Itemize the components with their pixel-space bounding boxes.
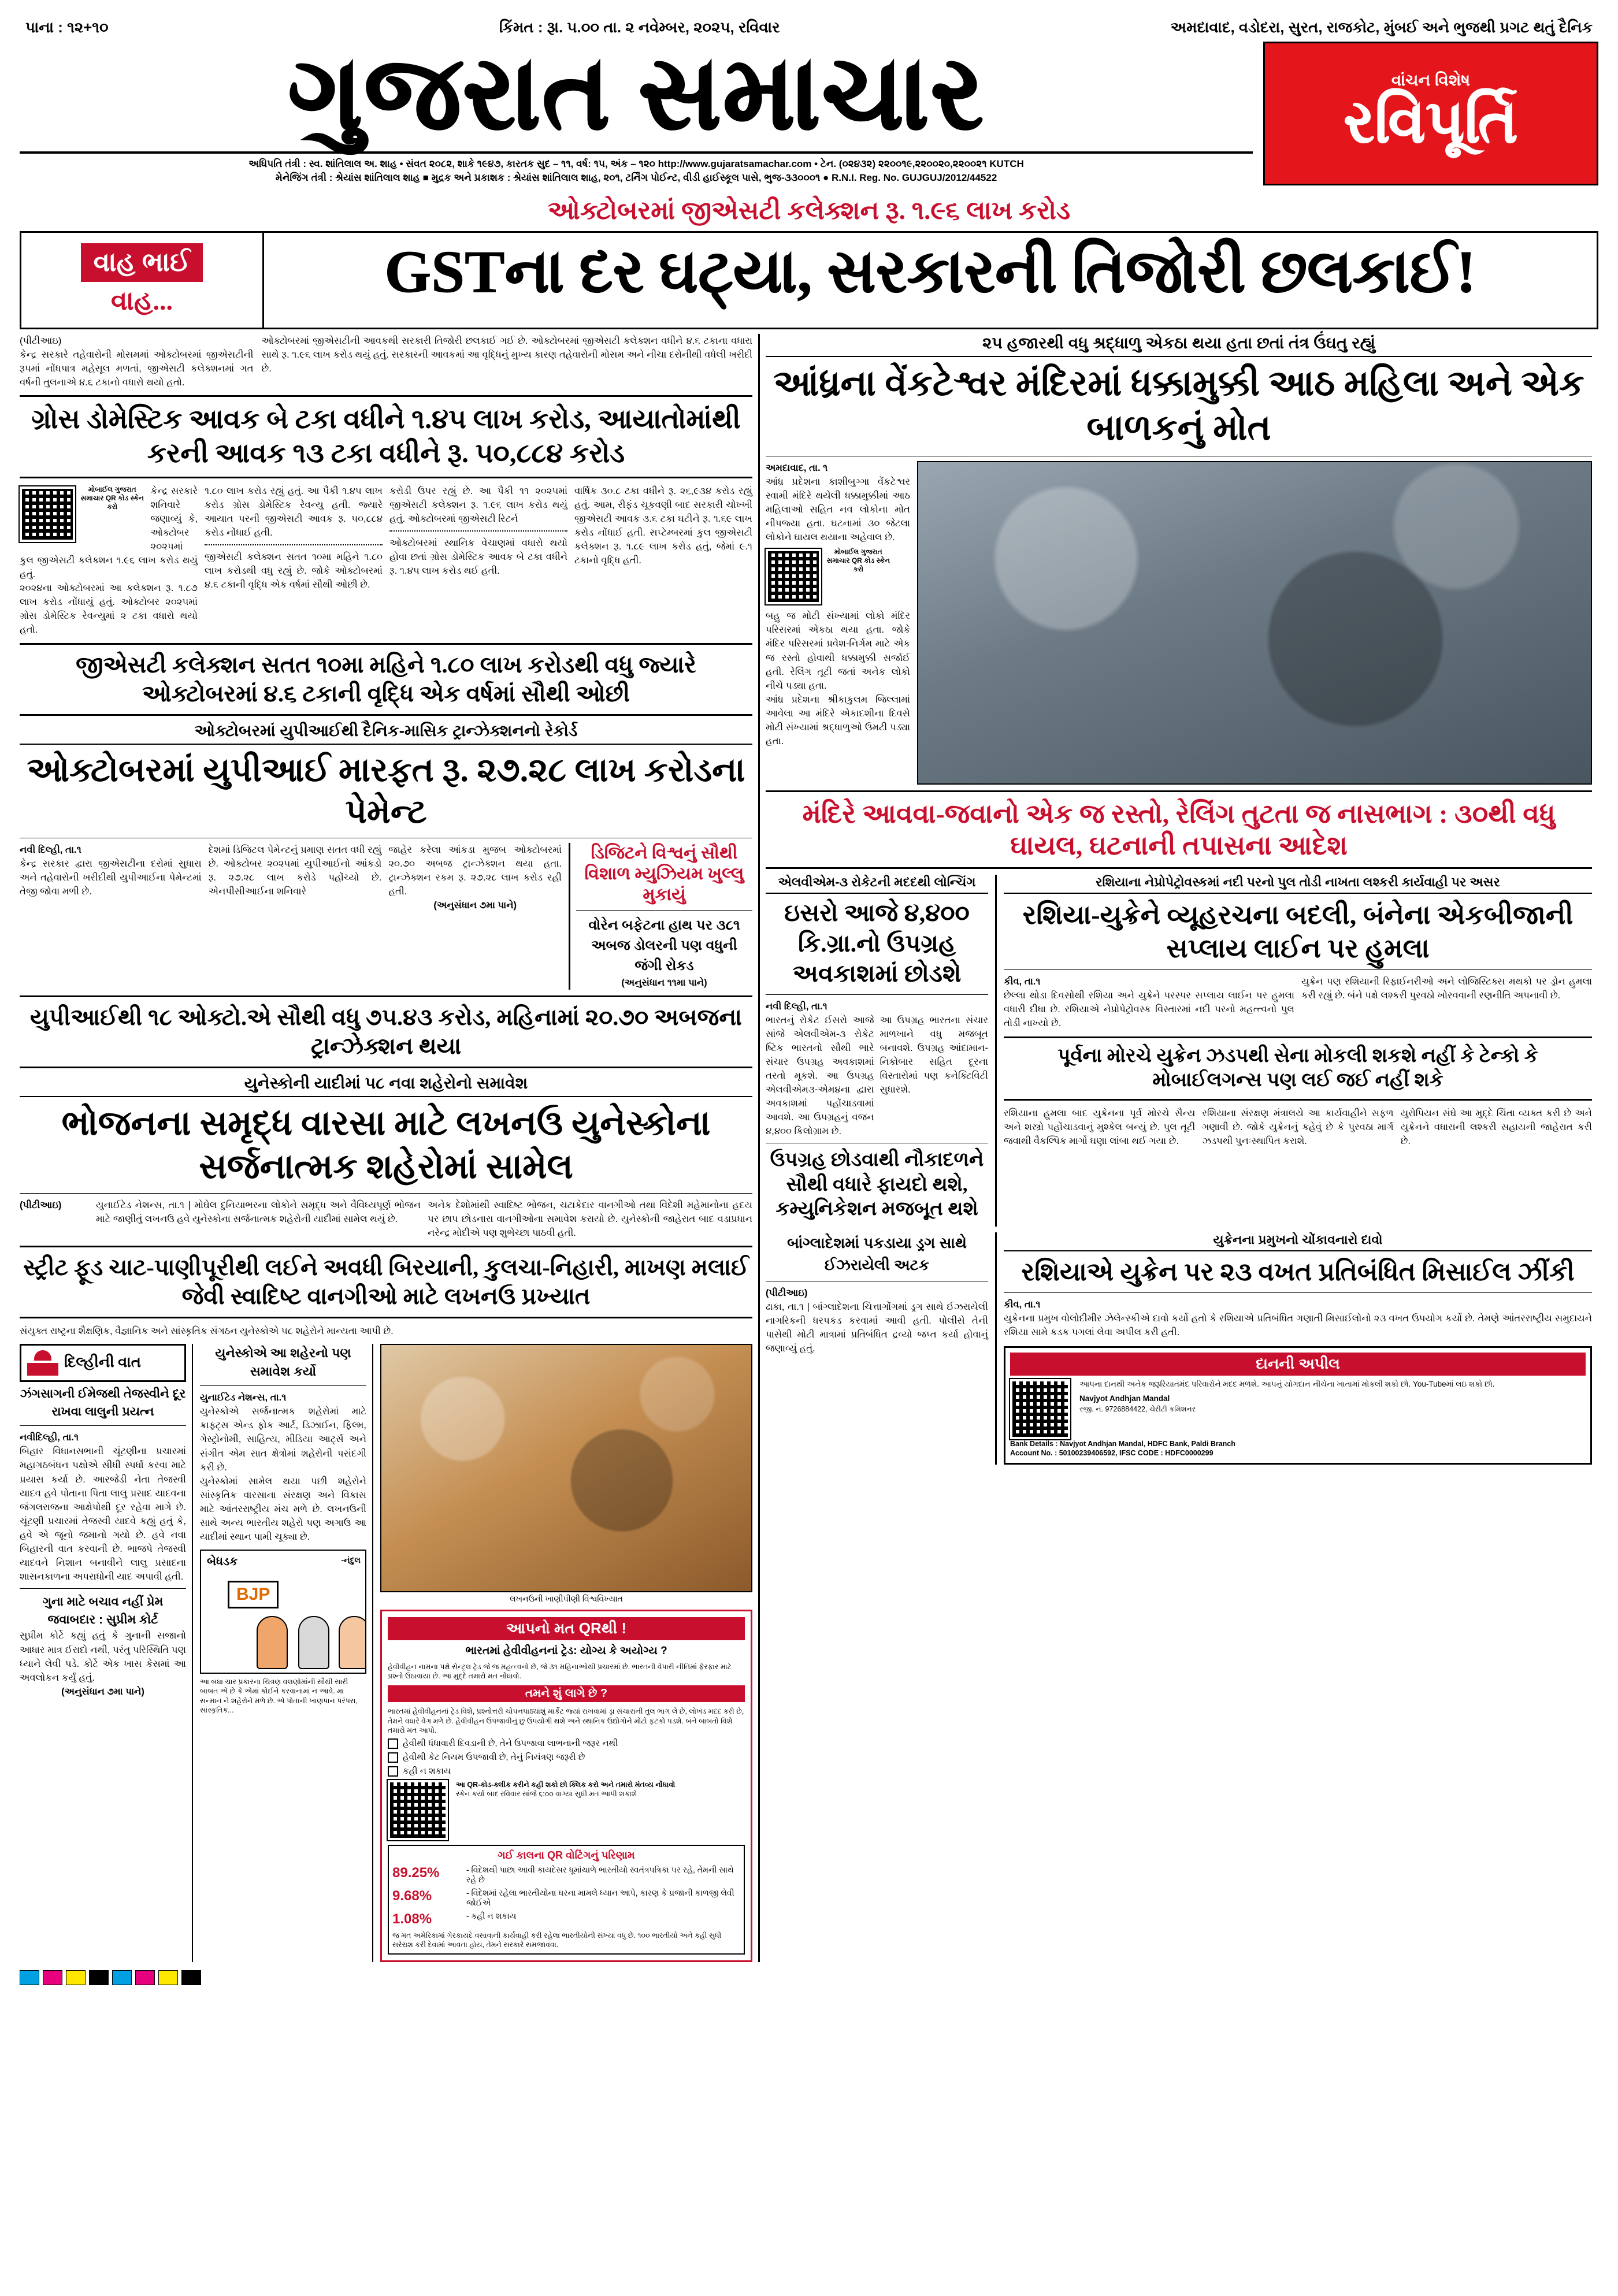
checkbox-icon[interactable] [388,1752,398,1763]
zelensky-story [1004,1232,1592,1465]
masthead-credits-1: અધિપતિ તંત્રી : સ્વ. શાંતિલાલ અ. શાહ • સંવત ૨૦૮૨, શાકે ૧૯૪૭, કારતક સુદ – ૧૧, વર્ષ: ૧૫, અંક – ૧૨૦ http://www.gujaratsamachar.com • ટેન. (૦૨૪૩૨) ૨૨૦૦૧૯,૨૨૦૦૨૦,૨૨૦૦૨૧ KUTCH [248,158,1024,169]
food-photo-column [380,1344,752,1962]
drugs-dateline: (પીટીઆઇ) [766,1287,808,1298]
masthead-rule [20,151,1253,154]
wah-bhai-badge [21,233,264,328]
gst-col-d: વાર્ષિક ૩૦.૮ ટકા વધીને રૂ. ૨૬,૯૩૪ કરોડ રહ્યું હતું. આમ, રીફંડ ચૂકવણી બાદ સરકારી ચોખ્ખી જીએસટી આવક ૩.૬ ટકા ઘટીને રૂ. ૧.૬૯ લાખ કરોડ નોંધાઈ હતી. સપ્ટેમ્બરમાં કુલ જીએસટી કલેક્શન રૂ. ૧.૮૯ લાખ કરોડ હતું, જેમાં ૯.૧ ટકાનો વૃદ્ધિ હતી. [574,485,752,566]
russia-rule-head: રશિયાના નેપ્રોપેટ્રોવસ્કમાં નદી પરનો પુલ તોડી નાખતા લશ્કરી કાર્યવાહી પર અસર [1004,875,1592,894]
delhi-text-2: સુપ્રીમ કોર્ટે કહ્યું હતું કે ગુનાની સજાનો આધાર માત્ર ઈરાદો નથી, પરંતુ પરિસ્થિતિ પણ ધ્યાને લેવી પડે. કોર્ટે એક ખાસ કેસમાં આ અવલોકન કર્યું હતું. [20,1630,186,1683]
unesco-city-column [200,1344,373,1962]
upi-c2: દેશમાં ડિજિટલ પેમેન્ટનું પ્રમાણ સતત વધી રહ્યું છે. ઓક્ટોબર ૨૦૨૫માં યુપીઆઈનો આંકડો રૂ. ૨૭.૨૮ લાખ કરોડે પહોંચ્યો છે. એનપીસીઆઈના શનિવારે [208,844,382,897]
color-swatch-magenta [135,1970,155,1985]
poll-results [388,1845,745,1955]
russia-story [1004,875,1592,1227]
temple-dateline: અમદાવાદ, તા. ૧ [766,462,828,473]
divider [766,790,1592,792]
ravipurti-title: રવિપૂર્તિ [1343,88,1519,155]
poll-result-1-text: - વિદેશથી પાછા આવી કાયદેસર ધૂમાંચાળે ભારતીયો સ્વતંત્રપત્રિકા પર રહે, તેમની સાથે રહે છે [466,1865,734,1885]
divider [1004,1036,1592,1038]
russia-p1: છેલ્લા થોડા દિવસોથી રશિયા અને યુક્રેને પરસ્પર સપ્લાય લાઈન પર હુમલા વધારી દીધા છે. રશિયાએ નેપ્રોપેટ્રોવસ્ક વિસ્તારમાં નદી પરનો મહત્ત્વનો પુલ તોડી નાખ્યો છે. [1004,990,1294,1029]
gst-dateline: (પીટીઆઇ) [20,335,62,346]
right-column [766,334,1592,1962]
cartoon-credit: -નંદુલ [341,1555,361,1565]
isro-sub: ઉપગ્રહ છોડવાથી નૌકાદળને સૌથી વધારે ફાયદો થશે, કમ્યુનિકેશન મજબૂત થશે [770,1149,984,1220]
delhi-column [20,1344,193,1962]
poll-results-head: ગઈ કાલના QR વોટિંગનું પરિણામ [498,1849,635,1862]
editions: અમદાવાદ, વડોદરા, સુરત, રાજકોટ, મુંબઈ અને ભુજથી પ્રગટ થતું દૈનિક [1170,18,1593,36]
masthead [20,36,1598,185]
divider [20,714,752,716]
upi-headline: ઓક્ટોબરમાં યુપીઆઈ મારફત રૂ. ૨૭.૨૮ લાખ કરોડના પેમેન્ટ [27,751,745,830]
column-divider [758,334,760,1962]
drugs-t1: ઢાકા, તા.૧ | બાંગ્લાદેશના ચિત્તાગોંગમાં ડ્રગ સાથે ઈઝરાયેલી નાગરિકની ધરપકડ કરવામાં આવી હતી. પોલીસે તેની પાસેથી મોટી માત્રામાં પ્રતિબંધિત દ્રવ્યો જપ્ત કર્યા હોવાનું જણાવ્યું હતું. [766,1301,988,1354]
poll-question-head: ભારતમાં હેવીવીહનનાં ટ્રેડ: યોગ્ય કે અયોગ્ય ? [465,1644,667,1657]
poll-result-row [392,1888,740,1908]
lead-headline-frame [20,231,1598,329]
cartoon-caption: આ બધા ચાર પ્રકારના ચિત્રણ વલણોમાંની સૌથી સારી બાબત એ છે કે એમાં કોઈને કરવાનામાં ન આવે. મા સન્માન ને શહેરોને મળે છે. એ પોતાની ખાણપાન પરંપરા, સાંસ્કૃતિક... [200,1678,358,1714]
wah-bottom-text: વાહ... [110,285,173,315]
gst-col-c2: ઓક્ટોબરમાં સ્થાનિક વેચાણમાં વધારો થયો હોવા છતાં ગ્રોસ ડોમેસ્ટિક આવક બે ટકા વધીને રૂ. ૧.૪૫ લાખ કરોડ થઈ હતી. [389,537,567,577]
upi-c3: જાહેર કરેલા આંકડા મુજબ ઓક્ટોબરમાં ૨૦.૭૦ અબજ ટ્રાન્ઝેક્શન થયા હતા. ટ્રાન્ઝેક્શન રકમ રૂ. ૨૭.૨૮ લાખ કરોડ રહી હતી. [388,844,562,897]
color-swatch-yellow [66,1970,86,1985]
wah-top-text: વાહ ભાઈ [81,243,203,282]
temple-rule-head: ૨૫ હજારથી વધુ શ્રદ્ધાળુ એકઠા થયા હતા છતાં તંત્ર ઉંઘતુ રહ્યું [766,334,1592,357]
poll-result-row [392,1911,740,1927]
color-swatch-black [89,1970,109,1985]
poll-option-3[interactable] [388,1766,745,1777]
poll-option-3-label: કહી ન શકાય [403,1766,451,1777]
lead-main-headline: GSTના દર ઘટ્યા, સરકારની તિજોરી છલકાઈ! [384,238,1476,305]
left-column [20,334,752,1962]
russia-sub: પૂર્વના મોરચે યુક્રેન ઝડપથી સેના મોકલી શકશે નહીં કે ટેન્કો કે મોબાઈલગન્સ પણ લઈ જઈ નહીં શકે [1057,1045,1538,1091]
unesco-sub: સ્ટ્રીટ ફૂડ ચાટ-પાણીપૂરીથી લઈને અવધી બિરયાની, કુલચા-નિહારી, માખણ મલાઈ જેવી સ્વાદિષ્ટ વાનગીઓ માટે લખનઉ પ્રખ્યાત [23,1254,749,1309]
donation-title: દાનની અપીલ [1010,1353,1586,1376]
temple-p2: બહુ જ મોટી સંખ્યામાં લોકો મંદિર પરિસરમાં એકઠા થયા હતા. જોકે મંદિર પરિસરમાં પ્રવેશ-નિર્ગમ માટે એક જ રસ્તો હોવાથી ધક્કામુક્કી સર્જાઈ હતી. રેલિંગ તૂટી જતાં અનેક લોકો નીચે પડ્યા હતા. [766,611,910,691]
donation-org: Navjyot Andhjan Mandal [1079,1394,1170,1403]
gst-intro-right: ઓક્ટોબરમાં જીએસટીની આવકથી સરકારી તિજોરી છલકાઈ ગઈ છે. ઓક્ટોબરમાં જીએસટી કલેક્શન વધીને ૪.૬ ટકાના વધારા સાથે રૂ. ૧.૯૬ લાખ કરોડ થયું હતું. સરકારની આવકમાં આ વૃદ્ધિનું મુખ્ય કારણ તહેવારોની મોસમ અને નીચા દરોનીથી વધેલી ખરીદી છે. [261,335,752,374]
newspaper-title: ગુજરાત સમાચાર [288,36,985,151]
digi-t1: વોરેન બફેટના હાથ પર ૩૮૧ અબજ ડોલરની પણ વધુની જંગી રોકડ [588,917,740,974]
divider [766,994,988,995]
isro-russia-grid [766,875,1592,1227]
masthead-main [20,36,1253,185]
poll-result-2-pct: 9.68% [392,1888,432,1904]
qr-code-icon[interactable] [20,486,75,542]
digi-continued: (અનુસંધાન ૧૧મા પાને) [621,977,707,988]
digi-head: ડિજિટને વિશ્વનું સૌથી વિશાળ મ્યુઝિયમ ખુલ્લુ મુકાયું [584,843,744,904]
divider [20,1317,752,1318]
unesco-city-dateline: યુનાઈટેડ નેશન્સ, તા.૧ [200,1392,287,1403]
unesco-city-t2: યુનેસ્કોમાં સામેલ થયા પછી શહેરોને સાંસ્કૃતિક વારસાના સંરક્ષણ અને વિકાસ માટે આંતરરાષ્ટ્રીય મંચ મળે છે. લખનઉની સાથે અન્ય ભારતીય શહેરો પણ અગાઉ આ યાદીમાં સ્થાન પામી ચૂક્યા છે. [200,1476,366,1542]
donation-body: આપના દાનથી અનેક જરૂરિયાતમંદ પરિવારોને મદદ મળશે. આપનું યોગદાન નીચેના ખાતામાં મોકલી શકો છો. You-Tubeમાં લઇ શકો છો. [1079,1380,1495,1389]
qr-code-block-gst[interactable] [20,485,145,544]
poll-option-intro: ભારતમાં હેવીવીહનનાં ટ્રેડ વિશે, પ્રશ્નોત્તરી ચોપનપાઠ્યાંશું માર્કેટ જ્યાં રાખવામાં ડ્રા સંચારાની તુલ ભાગ લે છે, લોખંડ મદદ કરી છે, તેમને વધારે વેગ મળે છે. હેવીવીહન ઉપજાવીનું છું ઉપયોગી થશે અને સ્થાનિક ઉદ્યોગોને મોટો ફટકો પડશે. બંને બાબતો વિશે તમારો મત આપો. [388,1707,744,1734]
isro-rule-head: એલવીએમ-૩ રોકેટની મદદથી લોન્ચિંગ [766,875,988,894]
unesco-city-head: યુનેસ્કોએ આ શહેરનો પણ સમાવેશ કર્યો [215,1345,351,1379]
poll-howto-1: આ QR-કોડ-ક્લીક કરીને કહી શકો છો ક્લિક કરો અને તમારો મંતવ્ય નોંધાવો [456,1781,676,1789]
upi-story [20,722,752,1068]
qr-code-label: મોબાઈલ ગુજરાત સમાચાર QR કોડ સ્કેન કરો [80,485,144,511]
poll-result-1-pct: 89.25% [392,1865,440,1881]
drugs-head: બાંગ્લાદેશમાં પકડાયા ડ્રગ સાથે ઈઝરાયેલી અટક [787,1234,967,1273]
delhi-text-1: બિહાર વિધાનસભાની ચૂંટણીના પ્રચારમાં મહાગઠબંધન પક્ષોએ સીધી સ્પર્ધા કરવા માટે પ્રયાસ કર્યા છે. આરજેડી નેતા તેજસ્વી યાદવ હવે પોતાના પિતા લાલુ પ્રસાદ યાદવના જંગલરાજના આક્ષેપોથી દૂર રહેવા માગે છે. ચૂંટણી પ્રચારમાં તેજસ્વી યાદવે કહ્યું હતું કે, હવે એ જૂનો જમાનો ગયો છે. હવે નવા બિહારની વાત કરવાની છે. ભાજપે તેજસ્વી યાદવને નિશાન બનાવીને લાલુ પ્રસાદના શાસનકાળના અપરાધોની યાદ અપાવી હતી. [20,1446,186,1582]
poll-options-head: તમને શું લાગે છે ? [388,1685,745,1702]
qr-code-icon[interactable] [388,1780,448,1840]
poll-result-note: જ મત અમેરિકામાં ગેરકાયદે વસાવાની કાર્યવાહી કરી રહેલા ભારતીયોની સંખ્યા વધુ છે. ૧૦૦ ભારતીયો અને કહી સુધી સરેરાશ કરી દેવામાં આવતા હોય, તેમને સરકારે સમજાવવા. [392,1931,722,1949]
divider [1004,969,1592,970]
food-photo [380,1344,752,1592]
unesco-city-t1: યુનેસ્કોએ સર્જનાત્મક શહેરોમાં માટે ક્રાફ્ટ્સ એન્ડ ફોક આર્ટ, ડિઝાઈન, ફિલ્મ, ગેસ્ટ્રોનોમી, સાહિત્ય, મીડિયા આર્ટ્સ અને સંગીત એમ સાત ક્ષેત્રોમાં શહેરોની પસંદગી કરી છે. [200,1406,366,1473]
ravipurti-kicker: વાંચન વિશેષ [1391,70,1471,89]
delhi-logo [20,1344,186,1382]
isro-headline: ઇસરો આજે ૪,૪૦૦ કિ.ગ્રા.નો ઉપગ્રહ અવકાશમાં છોડશે [784,900,970,988]
temple-p3: આંધ્ર પ્રદેશના શ્રીકાકુલમ જિલ્લામાં આવેલા આ મંદિરે એકાદશીના દિવસે મોટી સંખ્યામાં શ્રદ્ધાળુઓ ઉમટી પડ્યા હતા. [766,694,910,746]
qr-poll-box[interactable] [380,1610,752,1962]
right-bottom-grid [766,1232,1592,1465]
gst-intro-left: કેન્દ્ર સરકારે તહેવારોની મોસમમાં ઓક્ટોબરમાં જીએસટીની રૂપમાં નોંધપાત્ર મહેસૂલ મળતાં, જીએસટી કલેક્શનમાં ગત વર્ષની તુલનાએ ૪.૬ ટકાનો વધારો થયો હતો. [20,349,254,388]
delhi-continued: (અનુસંધાન ૭મા પાને) [61,1686,144,1697]
ravipurti-badge [1263,42,1598,185]
qr-code-icon[interactable] [766,549,821,604]
russia-p2: યુક્રેન પણ રશિયાની રિફાઈનરીઓ અને લોજિસ્ટિક્સ મથકો પર ડ્રોન હુમલા કરી રહ્યું છે. બંને પક્ષે લશ્કરી પુરવઠો ખોરવવાની રણનીતિ અપનાવી છે. [1301,976,1592,1001]
parliament-icon [26,1349,60,1377]
temple-photo [917,461,1592,785]
left-bottom-grid [20,1344,752,1962]
color-swatch-magenta [43,1970,62,1985]
checkbox-icon[interactable] [388,1738,398,1749]
temple-bottom-headline: મંદિરે આવવા-જવાનો એક જ રસ્તો, રેલિંગ તુટતા જ નાસભાગ : ૩૦થી વધુ ઘાયલ, ઘટનાની તપાસના આદેશ [802,798,1556,861]
delhi-dateline: નવીદિલ્હી, તા.૧ [20,1432,79,1443]
cartoon-label: બેધડક [207,1555,238,1569]
isro-c2: આ ઉપગ્રહ ભારતના સંચાર માળખાને વધુ મજબૂત બનાવશે. ઉપગ્રહ આંદામાન-નિકોબાર સહિત દૂરના વિસ્તારોમાં પણ કનેક્ટિવિટી સુધારશે. [879,1015,988,1095]
upi-sub: યુપીઆઈથી ૧૮ ઓક્ટો.એ સૌથી વધુ ૭૫.૪૩ કરોડ, મહિનામાં ૨૦.૭૦ અબજના ટ્રાન્ઝેક્શન થયા [30,1004,742,1059]
poll-result-3-text: - કહી ન શકાય [466,1911,517,1921]
divider [20,1246,752,1247]
divider [766,867,1592,869]
isro-dateline: નવી દિલ્હી, તા.૧ [766,1001,827,1012]
masthead-credits-2: મેનેજિંગ તંત્રી : શ્રેયાંસ શાંતિલાલ શાહ ■ મુદ્રક અને પ્રકાશક : શ્રેયાંસ શાંતિલાલ શાહ, ૨૦૧, ટર્નિંગ પોઈન્ટ, વીડી હાઈસ્કૂલ પાસે, ભુજ-૩૩૦૦૦૧ ● R.N.I. Reg. No. GUJGUJ/2012/44522 [275,172,997,184]
upi-c1: કેન્દ્ર સરકાર દ્વારા જીએસટીના દરોમાં સુધારા અને તહેવારોની ખરીદીથી યુપીઆઈના પેમેન્ટમાં તેજી જોવા મળી છે. [20,858,202,897]
unesco-story [20,1074,752,1338]
drugs-story [766,1232,997,1465]
delhi-logo-text: દિલ્હીની વાત [64,1354,141,1371]
donation-reg: રજી. નં. 9726884422, ચેરીટી કમિશનર [1079,1405,1196,1413]
divider [1004,1099,1592,1101]
unesco-dateline: (પીટીઆઇ) [20,1199,62,1210]
gst-col-b2: જીએસટી કલેક્શન સતત ૧૦મા મહિને ૧.૮૦ લાખ કરોડથી વધુ રહ્યું છે. જોકે ઓક્ટોબરમાં ૪.૬ ટકાની વૃદ્ધિ એક વર્ષમાં સૌથી ઓછી છે. [205,551,383,590]
color-swatch-cyan [112,1970,132,1985]
color-registration-bar [20,1970,1598,1985]
food-photo-caption: લખનઉની ખાણીપીણી વિશ્વવિખ્યાત [510,1593,623,1603]
gst-col-a: કેન્દ્ર સરકારે શનિવારે જણાવ્યું કે, ઓક્ટોબર ૨૦૨૫માં કુલ જીએસટી કલેક્શન ૧.૯૬ લાખ કરોડ થયું હતું. [20,485,198,580]
upi-rule-head: ઓક્ટોબરમાં યુપીઆઈથી દૈનિક-માસિક ટ્રાન્ઝેક્શનનો રેકોર્ડ [20,722,752,745]
poll-question-body: હેવીવીહન નામના પક્ષે સેન્ટ્રલ ટ્રેડ જે જ મહત્ત્વનો છે, જે ૩૧ મહિનાઓથી પ્રચારમાં છે. ભારતની વેપારી નીતિમાં ફેરફાર માટે પ્રશ્નો ઉઠાવાયા છે. આ મુદ્દે તમારો મત નોંધાવો. [388,1662,732,1681]
delhi-sub-1: ઝંગસાગની ઈમેજથી તેજસ્વીને દૂર રાખવા લાલુની પ્રયત્ન [20,1387,186,1418]
color-swatch-black [181,1970,201,1985]
unesco-p1: યુનાઈટેડ નેશન્સ, તા.૧ | મોઘેલ દુનિયાભરના લોકોને સમૃદ્ધ અને વૈવિધ્યપૂર્ણ ભોજન માટે જાણીતું લખનઉ હવે યુનેસ્કોના સર્જનાત્મક શહેરોની યાદીમાં સામેલ થયું છે. [96,1199,421,1224]
divider [20,1067,752,1068]
divider [20,643,752,645]
cartoon-sign: BJP [228,1581,279,1608]
divider [20,477,752,478]
color-swatch-yellow [158,1970,178,1985]
donation-bank-2: Account No. : 50100239406592, IFSC CODE : HDFC0000299 [1010,1449,1214,1458]
main-grid [20,334,1598,1962]
divider [576,910,752,911]
gst-sub-headline-2: જીએસટી કલેક્શન સતત ૧૦મા મહિને ૧.૮૦ લાખ કરોડથી વધુ જ્યારે ઓક્ટોબરમાં ૪.૬ ટકાની વૃદ્ધિ એક વર્ષમાં સૌથી ઓછી [76,651,696,707]
unesco-headline: ભોજનના સમૃદ્ધ વારસા માટે લખનઉ યુનેસ્કોના સર્જનાત્મક શહેરોમાં સામેલ [61,1104,711,1186]
divider [20,1425,186,1426]
temple-p1: આંધ્ર પ્રદેશના કાશીબુગ્ગા વેંકટેશ્વર સ્વામી મંદિરે થયેલી ધક્કામુક્કીમાં આઠ મહિલાઓ સહિત નવ લોકોના મોત નીપજ્યા હતા. ઘટનામાં ૩૦ જેટલા લોકોને ઘાયલ થયાના અહેવાલ છે. [766,476,910,543]
isro-c1: ભારતનું રોકેટ ઈસરો આજે સાંજે એલવીએમ-૩ રોકેટ ષ્ટિક ભારતનો સૌથી ભારે સંચાર ઉપગ્રહ અવકાશમાં તરતો મૂકશે. આ ઉપગ્રહ એલવીએમ૩-એમ૪ના દ્વારા અવકાશમાં પહોંચાડવામાં આવશે. આ ઉપગ્રહનું વજન ૪,૪૦૦ કિલોગ્રામ છે. [766,1015,874,1137]
delhi-sub-2: ગુના માટે બચાવ નહીં પ્રેમ જવાબદાર : સુપ્રીમ કોર્ટ [42,1595,164,1626]
zelensky-dateline: કીવ, તા.૧ [1004,1299,1041,1310]
gst-sub-headline-1: ગ્રોસ ડોમેસ્ટિક આવક બે ટકા વધીને ૧.૪૫ લાખ કરોડ, આયાતોમાંથી કરની આવક ૧૩ ટકા વધીને રૂ. ૫૦,૮૮૪ કરોડ [31,404,741,469]
gst-col-a2: ૨૦૨૪ના ઓક્ટોબરમાં આ કલેક્શન રૂ. ૧.૮૭ લાખ કરોડ નોંધાયું હતું. ઓક્ટોબર ૨૦૨૫માં ગ્રોસ ડોમેસ્ટિક રેવન્યુમાં ૨ ટકા વધારો થયો હતો. [20,583,198,636]
russia-dateline: કીવ, તા.૧ [1004,976,1041,987]
poll-option-2[interactable] [388,1752,745,1763]
divider [20,995,752,997]
zelensky-rule-head: યુક્રેનના પ્રમુખનો ચોંકાવનારો દાવો [1004,1232,1592,1251]
qr-code-icon[interactable] [1010,1379,1070,1439]
poll-result-2-text: - વિદેશમાં રહેલા ભારતીયોના ઘરના મામલે ધ્યાન આપે, કારણ કે પ્રજાની કાળજી લેવી જોઈએ [466,1888,734,1908]
poll-title: આપનો મત QRથી ! [388,1617,745,1640]
poll-option-1[interactable] [388,1738,745,1749]
lead-kicker: ઓક્ટોબરમાં જીએસટી કલેક્શન રૂ. ૧.૯૬ લાખ કરોડ [547,196,1071,225]
gst-story [20,334,752,716]
cartoon-figure [298,1616,329,1669]
cartoon-figure [257,1616,288,1669]
russia-c1: રશિયાના હુમલા બાદ યુક્રેનના પૂર્વ મોરચે સૈન્ય અને શસ્ત્રો પહોંચાડવાનું મુશ્કેલ બન્યું છે. પુલ તૂટી જવાથી વૈકલ્પિક માર્ગો ઘણા લાંબા થઈ ગયા છે. [1004,1108,1196,1146]
poll-result-3-pct: 1.08% [392,1911,432,1927]
donation-bank-1: Bank Details : Navjyot Andhjan Mandal, HDFC Bank, Paldi Branch [1010,1440,1235,1448]
zelensky-p4: યુક્રેનના પ્રમુખ વોલોદીમીર ઝેલેન્સ્કીએ દાવો કર્યો હતો કે રશિયાએ પ્રતિબંધિત ગણાતી મિસાઈલોનો ૨૩ વખત ઉપયોગ કર્યો છે. તેમણે આંતરરાષ્ટ્રીય સમુદાયને રશિયા સામે કડક પગલાં લેવા અપીલ કરી હતી. [1004,1313,1592,1338]
upi-continued: (અનુસંધાન ૭મા પાને) [433,900,517,911]
divider [20,395,752,397]
temple-stampede-story [766,334,1592,869]
temple-headline: આંધ્રના વેંકટેશ્વર મંદિરમાં ધક્કામુક્કી આઠ મહિલા અને એક બાળકનું મોત [773,363,1584,448]
qr-code-block-temple[interactable] [766,548,891,607]
checkbox-icon[interactable] [388,1766,398,1777]
color-swatch-cyan [20,1970,39,1985]
divider [389,530,567,532]
page-count: પાના : ૧૨+૧૦ [25,18,109,36]
divider [200,1385,366,1386]
price-date: કિંમત : રૂા. ૫.૦૦ તા. ૨ નવેમ્બર, ૨૦૨૫, રવિવાર [499,18,780,36]
divider [205,544,383,545]
isro-story [766,875,997,1227]
upi-dateline: નવી દિલ્હી, તા.૧ [20,844,81,855]
poll-howto-2: સ્કેન કર્યા બાદ રવિવાર સાંજે ૬:૦૦ વાગ્યા સુધી મત આપી શકાશે [456,1790,637,1799]
poll-result-row [392,1865,740,1885]
donation-appeal-box [1004,1346,1592,1465]
unesco-p3: સંયુક્ત રાષ્ટ્રના શૈક્ષણિક, વૈજ્ઞાનિક અને સાંસ્કૃતિક સંગઠન યુનેસ્કોએ ૫૮ શહેરોને માન્યતા આપી છે. [20,1325,394,1336]
poll-option-1-label: હેવીથી ધંધાવારી દિવડાની છે, તેને ઉપજાવા લાભનાની જરૂર નથી [403,1738,618,1749]
cartoon-figure [339,1616,366,1669]
russia-headline: રશિયા-યુક્રેને વ્યૂહરચના બદલી, બંનેના એકબીજાની સપ્લાય લાઈન પર હુમલા [1022,900,1574,963]
poll-option-2-label: હેવીથી કેટ નિયમ ઉપજાવી છે, તેનું નિયંત્રણ જરૂરી છે [403,1752,585,1763]
divider [20,1193,752,1194]
divider [20,1588,186,1589]
russia-c2: રશિયાના સંરક્ષણ મંત્રાલયે આ કાર્યવાહીને સફળ ગણાવી છે. જોકે યુક્રેનનું કહેવું છે કે પુરવઠા માર્ગ ઝડપથી પુનઃસ્થાપિત કરાશે. [1202,1108,1394,1146]
unesco-rule-head: યુનેસ્કોની યાદીમાં ૫૮ નવા શહેરોનો સમાવેશ [20,1074,752,1097]
gst-col-b: ૧.૮૦ લાખ કરોડ રહ્યું હતું. આ પૈકી ૧.૪૫ લાખ કરોડ ગ્રોસ ડોમેસ્ટિક રેવન્યુ હતી. જ્યારે આયાત પરની જીએસટી આવક રૂ. ૫૦,૮૮૪ કરોડ નોંધાઈ હતી. [205,485,383,538]
qr-code-label: મોબાઈલ ગુજરાત સમાચાર QR કોડ સ્કેન કરો [826,548,890,574]
editorial-cartoon [200,1550,366,1674]
divider [1004,1292,1592,1293]
gst-col-c: કરોડી ઉપર રહ્યું છે. આ પૈકી ૧૧ ૨૦૨૫માં જીએસટી કલેક્શન રૂ. ૧.૯૬ લાખ કરોડ થયું હતું. ઓક્ટોબરમાં જીએસટી રિટર્ન [389,485,567,524]
russia-c3: યુરોપિયન સંઘે આ મુદ્દે ચિંતા વ્યક્ત કરી છે અને યુક્રેનને વધારાની લશ્કરી સહાયની જાહેરાત કરી છે. [1400,1108,1592,1146]
unesco-p2: અનેક દેશોમાંથી સ્વાદિષ્ટ ભોજન, ચટાકેદાર વાનગીઓ તથા વિદેશી મહેમાનોના હદય પર છાપ છોડનારા વાનગીઓના સમાવેશ કરાયો છે. યુનેસ્કોની જાહેરાત બાદ વડાપ્રધાન નરેન્દ્ર મોદીએ પણ શુભેચ્છા પાઠવી હતી. [428,1199,752,1238]
zelensky-headline: રશિયાએ યુક્રેન પર ૨૩ વખત પ્રતિબંધિત મિસાઈલ ઝીંકી [1021,1257,1575,1286]
